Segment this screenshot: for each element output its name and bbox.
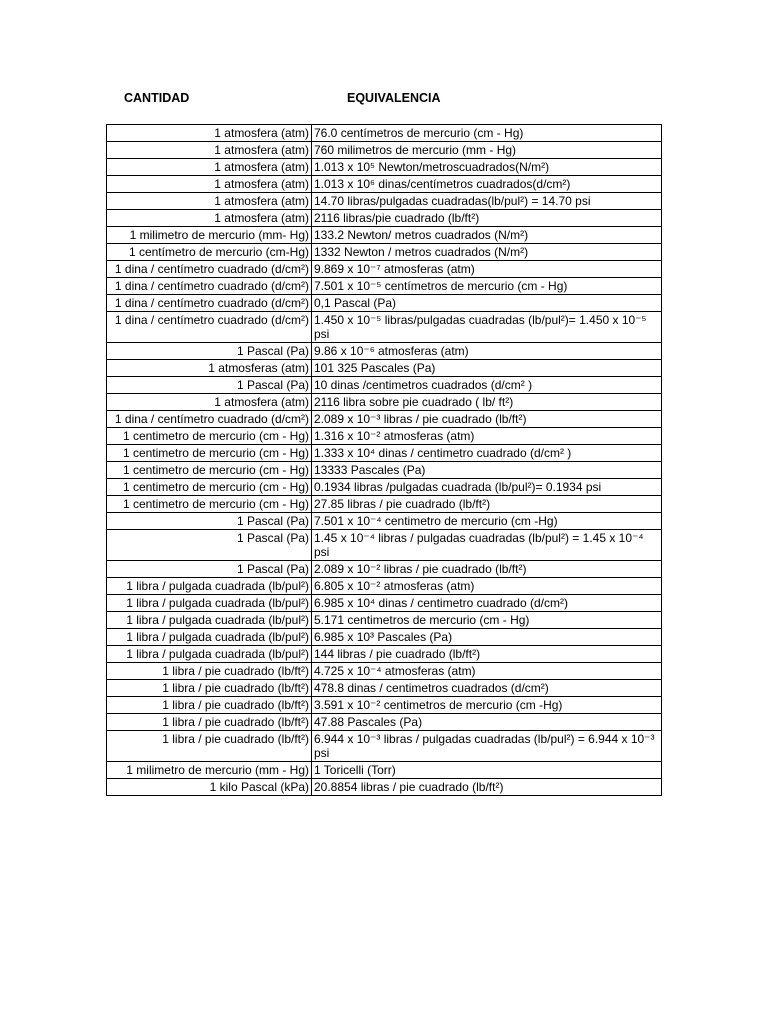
table-row [107, 680, 662, 697]
table-row [107, 227, 662, 244]
quantity-cell: 1 libra / pie cuadrado (lb/ft²) [107, 731, 312, 762]
table-row [107, 278, 662, 295]
quantity-cell: 1 libra / pulgada cuadrada (lb/pul²) [107, 612, 312, 629]
header-cantidad: CANTIDAD [124, 91, 190, 105]
equivalence-cell: 9.869 x 10⁻⁷ atmosferas (atm) [312, 261, 662, 278]
table-row [107, 561, 662, 578]
quantity-cell: 1 dina / centímetro cuadrado (d/cm²) [107, 278, 312, 295]
equivalence-cell: 76.0 centímetros de mercurio (cm - Hg) [312, 125, 662, 142]
equivalence-cell: 101 325 Pascales (Pa) [312, 360, 662, 377]
quantity-cell: 1 libra / pie cuadrado (lb/ft²) [107, 663, 312, 680]
quantity-cell: 1 atmosfera (atm) [107, 176, 312, 193]
quantity-cell: 1 centimetro de mercurio (cm - Hg) [107, 496, 312, 513]
equivalence-cell: 2.089 x 10⁻³ libras / pie cuadrado (lb/ft²) [312, 411, 662, 428]
quantity-cell: 1 atmosfera (atm) [107, 210, 312, 227]
table-row [107, 159, 662, 176]
equivalence-cell: 47.88 Pascales (Pa) [312, 714, 662, 731]
quantity-cell: 1 atmosfera (atm) [107, 394, 312, 411]
table-row [107, 714, 662, 731]
table-row [107, 176, 662, 193]
conversion-table [106, 124, 662, 796]
equivalence-cell: 2116 libras/pie cuadrado (lb/ft²) [312, 210, 662, 227]
table-row [107, 462, 662, 479]
table-row [107, 244, 662, 261]
equivalence-cell: 0,1 Pascal (Pa) [312, 295, 662, 312]
table-row [107, 411, 662, 428]
equivalence-cell: 6.805 x 10⁻² atmosferas (atm) [312, 578, 662, 595]
equivalence-cell: 0.1934 libras /pulgadas cuadrada (lb/pul²)= 0.1934 psi [312, 479, 662, 496]
table-row [107, 428, 662, 445]
equivalence-cell: 1.013 x 10⁶ dinas/centímetros cuadrados(d/cm²) [312, 176, 662, 193]
quantity-cell: 1 atmosfera (atm) [107, 193, 312, 210]
table-row [107, 193, 662, 210]
quantity-cell: 1 milimetro de mercurio (mm - Hg) [107, 762, 312, 779]
quantity-cell: 1 Pascal (Pa) [107, 561, 312, 578]
quantity-cell: 1 centimetro de mercurio (cm - Hg) [107, 445, 312, 462]
equivalence-cell: 14.70 libras/pulgadas cuadradas(lb/pul²) = 14.70 psi [312, 193, 662, 210]
equivalence-cell: 1.450 x 10⁻⁵ libras/pulgadas cuadradas (lb/pul²)= 1.450 x 10⁻⁵ psi [312, 312, 662, 343]
table-row [107, 646, 662, 663]
table-row [107, 762, 662, 779]
conversion-table-body [107, 125, 662, 796]
equivalence-cell: 6.944 x 10⁻³ libras / pulgadas cuadradas (lb/pul²) = 6.944 x 10⁻³ psi [312, 731, 662, 762]
equivalence-cell: 478.8 dinas / centimetros cuadrados (d/cm²) [312, 680, 662, 697]
equivalence-cell: 9.86 x 10⁻⁶ atmosferas (atm) [312, 343, 662, 360]
table-row [107, 731, 662, 762]
table-row [107, 663, 662, 680]
table-row [107, 295, 662, 312]
quantity-cell: 1 atmosfera (atm) [107, 142, 312, 159]
equivalence-cell: 20.8854 libras / pie cuadrado (lb/ft²) [312, 779, 662, 796]
equivalence-cell: 2116 libra sobre pie cuadrado ( lb/ ft²) [312, 394, 662, 411]
table-row [107, 513, 662, 530]
equivalence-cell: 2.089 x 10⁻² libras / pie cuadrado (lb/ft²) [312, 561, 662, 578]
table-row [107, 377, 662, 394]
equivalence-cell: 7.501 x 10⁻⁵ centímetros de mercurio (cm - Hg) [312, 278, 662, 295]
equivalence-cell: 1 Toricelli (Torr) [312, 762, 662, 779]
quantity-cell: 1 libra / pie cuadrado (lb/ft²) [107, 680, 312, 697]
table-row [107, 595, 662, 612]
quantity-cell: 1 libra / pulgada cuadrada (lb/pul²) [107, 629, 312, 646]
table-row [107, 629, 662, 646]
quantity-cell: 1 libra / pulgada cuadrada (lb/pul²) [107, 595, 312, 612]
table-row [107, 394, 662, 411]
quantity-cell: 1 centímetro de mercurio (cm-Hg) [107, 244, 312, 261]
table-row [107, 612, 662, 629]
equivalence-cell: 1.45 x 10⁻⁴ libras / pulgadas cuadradas (lb/pul²) = 1.45 x 10⁻⁴ psi [312, 530, 662, 561]
table-row [107, 479, 662, 496]
equivalence-cell: 144 libras / pie cuadrado (lb/ft²) [312, 646, 662, 663]
table-row [107, 445, 662, 462]
quantity-cell: 1 Pascal (Pa) [107, 513, 312, 530]
header-equivalencia: EQUIVALENCIA [347, 91, 441, 105]
quantity-cell: 1 libra / pulgada cuadrada (lb/pul²) [107, 646, 312, 663]
quantity-cell: 1 libra / pie cuadrado (lb/ft²) [107, 697, 312, 714]
quantity-cell: 1 dina / centímetro cuadrado (d/cm²) [107, 411, 312, 428]
quantity-cell: 1 Pascal (Pa) [107, 343, 312, 360]
quantity-cell: 1 centimetro de mercurio (cm - Hg) [107, 462, 312, 479]
table-row [107, 343, 662, 360]
table-row [107, 530, 662, 561]
table-row [107, 578, 662, 595]
table-row [107, 312, 662, 343]
table-row [107, 142, 662, 159]
table-row [107, 125, 662, 142]
equivalence-cell: 5.171 centimetros de mercurio (cm - Hg) [312, 612, 662, 629]
table-row [107, 261, 662, 278]
equivalence-cell: 10 dinas /centimetros cuadrados (d/cm² ) [312, 377, 662, 394]
quantity-cell: 1 dina / centímetro cuadrado (d/cm²) [107, 312, 312, 343]
table-row [107, 360, 662, 377]
quantity-cell: 1 Pascal (Pa) [107, 530, 312, 561]
equivalence-cell: 6.985 x 10³ Pascales (Pa) [312, 629, 662, 646]
quantity-cell: 1 centimetro de mercurio (cm - Hg) [107, 479, 312, 496]
equivalence-cell: 4.725 x 10⁻⁴ atmosferas (atm) [312, 663, 662, 680]
table-row [107, 697, 662, 714]
equivalence-cell: 27.85 libras / pie cuadrado (lb/ft²) [312, 496, 662, 513]
equivalence-cell: 1.333 x 10⁴ dinas / centimetro cuadrado (d/cm² ) [312, 445, 662, 462]
table-row [107, 210, 662, 227]
equivalence-cell: 1332 Newton / metros cuadrados (N/m²) [312, 244, 662, 261]
equivalence-cell: 13333 Pascales (Pa) [312, 462, 662, 479]
equivalence-cell: 1.013 x 10⁵ Newton/metroscuadrados(N/m²) [312, 159, 662, 176]
quantity-cell: 1 dina / centímetro cuadrado (d/cm²) [107, 261, 312, 278]
quantity-cell: 1 atmosfera (atm) [107, 159, 312, 176]
table-row [107, 496, 662, 513]
equivalence-cell: 133.2 Newton/ metros cuadrados (N/m²) [312, 227, 662, 244]
equivalence-cell: 760 milimetros de mercurio (mm - Hg) [312, 142, 662, 159]
quantity-cell: 1 libra / pulgada cuadrada (lb/pul²) [107, 578, 312, 595]
table-row [107, 779, 662, 796]
quantity-cell: 1 atmosfera (atm) [107, 125, 312, 142]
quantity-cell: 1 kilo Pascal (kPa) [107, 779, 312, 796]
equivalence-cell: 6.985 x 10⁴ dinas / centimetro cuadrado (d/cm²) [312, 595, 662, 612]
quantity-cell: 1 atmosferas (atm) [107, 360, 312, 377]
equivalence-cell: 1.316 x 10⁻² atmosferas (atm) [312, 428, 662, 445]
quantity-cell: 1 dina / centímetro cuadrado (d/cm²) [107, 295, 312, 312]
equivalence-cell: 7.501 x 10⁻⁴ centimetro de mercurio (cm -Hg) [312, 513, 662, 530]
quantity-cell: 1 Pascal (Pa) [107, 377, 312, 394]
quantity-cell: 1 centimetro de mercurio (cm - Hg) [107, 428, 312, 445]
quantity-cell: 1 libra / pie cuadrado (lb/ft²) [107, 714, 312, 731]
quantity-cell: 1 milimetro de mercurio (mm- Hg) [107, 227, 312, 244]
equivalence-cell: 3.591 x 10⁻² centimetros de mercurio (cm -Hg) [312, 697, 662, 714]
